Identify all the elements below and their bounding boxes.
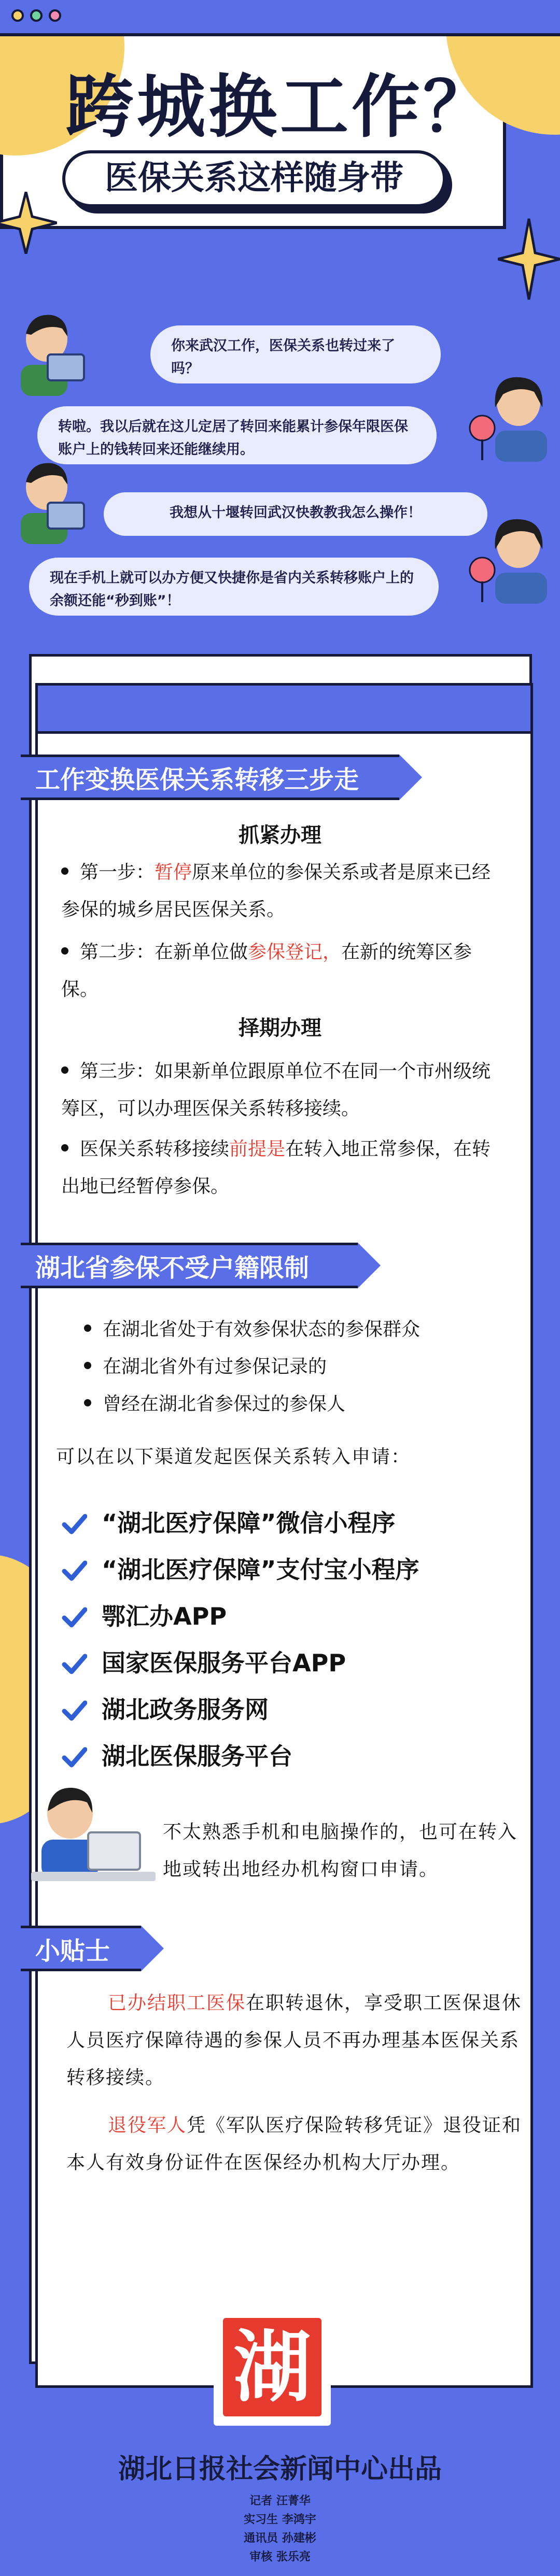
header-card [0,0,506,229]
eligibility-item [84,1311,420,1348]
step-highlight: 暂停 [155,862,192,883]
tip-paragraph [66,2107,523,2182]
checkmark-icon [61,1698,87,1724]
tip-highlight: 退役军人 [108,2115,187,2136]
channel-item [102,1505,395,1541]
subheading-urgent: 抓紧办理 [239,823,321,847]
section-tag-no-hukou-limit: 湖北省参保不受户籍限制 [21,1243,358,1288]
sparkle-icon [0,192,57,254]
tip-text: 凭《军队医疗保险转移凭证》退役证和本人有效身份证件在医保经办机构大厅办理。 [66,2115,522,2173]
man-with-laptop-avatar [10,308,88,396]
eligibility-item [84,1386,345,1423]
window-dot-pink [49,9,61,22]
channel-item [102,1691,269,1728]
tip-paragraph [66,1985,523,2097]
channel-text: 国家医保服务平台APP [102,1649,346,1677]
step-text: 医保关系转移接续 [80,1138,230,1160]
step-highlight: 参保登记， [248,942,342,963]
step-text: 第三步：如果新单位跟原单位不在同一个市州级统筹区，可以办理医保关系转移接续。 [61,1061,491,1119]
chat-text: 我想从十堰转回武汉快教教我怎么操作！ [170,505,422,521]
bullet-dot [84,1362,91,1369]
woman-with-fan-avatar [467,371,555,464]
step-item [61,854,507,929]
eligibility-text: 在湖北省处于有效参保状态的参保群众 [103,1319,421,1340]
tip-text: 在职转退休，享受职工医保退休人员医疗保障待遇的参保人员不再办理基本医保关系转移接续。 [66,1993,522,2088]
step-highlight: 前提是 [229,1138,286,1160]
channel-text: 湖北政务服务网 [102,1696,269,1724]
chat-text: 现在手机上就可以办方便又快捷你是省内关系转移账户上的余额还能“秒到账”！ [50,570,414,609]
channel-item [102,1645,346,1681]
section-tag-three-steps: 工作变换医保关系转移三步走 [21,755,399,800]
section-tag-tips: 小贴士 [21,1926,141,1971]
bullet-dot [61,947,68,955]
eligibility-text: 在湖北省外有过参保记录的 [103,1356,327,1377]
chat-bubble [37,406,437,464]
hubei-daily-logo [214,2309,331,2426]
checkmark-icon [61,1744,87,1770]
page-title: 跨城换工作？ [65,67,495,147]
window-dot-green [30,9,43,22]
checkmark-icon [61,1558,87,1584]
chat-text: 你来武汉工作，医保关系也转过来了吗？ [171,338,395,377]
checkmark-icon [61,1604,87,1630]
tip-highlight: 已办结职工医保 [108,1993,246,2014]
channel-item [102,1738,292,1774]
step-text: 第二步：在新单位做 [80,942,248,963]
man-with-laptop-avatar [10,456,88,544]
eligibility-text: 曾经在湖北省参保过的参保人 [103,1393,346,1415]
chat-bubble [104,492,487,536]
channel-text: “湖北医疗保障”支付宝小程序 [102,1556,419,1584]
channel-item [102,1598,227,1634]
credit-line: 审核 张乐亮 [249,2551,311,2564]
bullet-dot [84,1325,91,1332]
chat-bubble [150,325,441,383]
bullet-dot [61,1066,68,1074]
credit-line: 通讯员 孙建彬 [244,2532,316,2545]
checkmark-icon [61,1511,87,1537]
panel-header-band [38,686,530,734]
sparkle-icon [498,218,560,301]
channel-text: 鄂汇办APP [102,1602,227,1630]
man-at-computer-illustration [31,1783,161,1886]
window-bar [0,0,560,36]
step-text: 在转入地正常参保，在转出地已经暂停参保。 [61,1138,491,1197]
chat-bubble [29,558,439,616]
step-item [61,1053,507,1128]
credit-line: 记者 汪菁华 [249,2495,311,2508]
chat-text: 转啦。我以后就在这儿定居了转回来能累计参保年限医保账户上的钱转回来还能继续用。 [58,419,408,458]
channel-item [102,1552,419,1588]
channel-text: 湖北医保服务平台 [102,1742,292,1770]
offline-note: 不太熟悉手机和电脑操作的，也可在转入地或转出地经办机构窗口申请。 [163,1821,518,1880]
checkmark-icon [61,1651,87,1677]
page-subtitle: 医保关系这样随身带 [62,150,446,207]
footer-org: 湖北日报社会新闻中心出品 [118,2454,442,2485]
step-item [61,1131,507,1205]
step-text: 原来单位的参保关系或者是原来已经参保的城乡居民医保关系。 [61,862,491,920]
step-text: 第一步： [80,862,155,883]
channel-text: “湖北医疗保障”微信小程序 [102,1509,396,1537]
credit-line: 实习生 李鸿宇 [244,2513,316,2526]
bullet-dot [61,1144,68,1151]
window-dot-yellow [11,9,24,22]
eligibility-item [84,1348,327,1386]
subheading-scheduled: 择期办理 [239,1016,321,1040]
logo-char: 湖 [233,2322,311,2413]
bullet-dot [84,1399,91,1406]
step-item [61,934,507,1008]
woman-with-fan-avatar [467,513,555,606]
step-text: 在新的统筹区参保。 [61,942,472,1000]
bullet-dot [61,867,68,875]
channels-intro: 可以在以下渠道发起医保关系转入申请： [56,1446,411,1468]
